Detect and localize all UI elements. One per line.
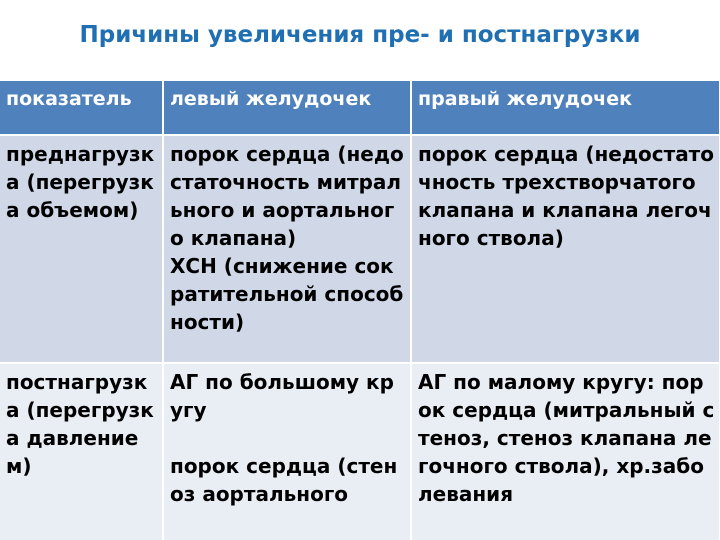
afterload-right-cell [411, 363, 720, 540]
afterload-right-text: АГ по малому кругу: порок сердца (митральный стеноз, стеноз клапана легочного ствола), хр.заболевания [418, 370, 715, 506]
column-header-indicator: показатель [0, 80, 163, 135]
afterload-left-text: АГ по большому кругу порок сердца (стеноз аортального [170, 370, 398, 506]
preload-left-cell [163, 135, 411, 363]
afterload-left-cell [163, 363, 411, 540]
column-header-left-ventricle: левый желудочек [163, 80, 411, 135]
table-row-preload [0, 135, 720, 363]
afterload-indicator-text: постнагрузка (перегрузка давлением) [6, 370, 154, 478]
table-header-row [0, 80, 720, 135]
page-title: Причины увеличения пре- и постнагрузки [79, 22, 641, 48]
afterload-indicator-cell [0, 363, 163, 540]
table-row-afterload [0, 363, 720, 540]
causes-table [0, 79, 720, 540]
preload-left-text: порок сердца (недостаточность митрального и аортального клапана) ХСН (снижение сократительной способности) [170, 142, 404, 334]
preload-indicator-text: преднагрузка (перегрузка объемом) [6, 142, 155, 222]
preload-right-cell [411, 135, 720, 363]
column-header-right-ventricle: правый желудочек [411, 80, 720, 135]
preload-right-text: порок сердца (недостаточность трехстворчатого клапана и клапана легочного ствола) [418, 142, 715, 250]
preload-indicator-cell [0, 135, 163, 363]
